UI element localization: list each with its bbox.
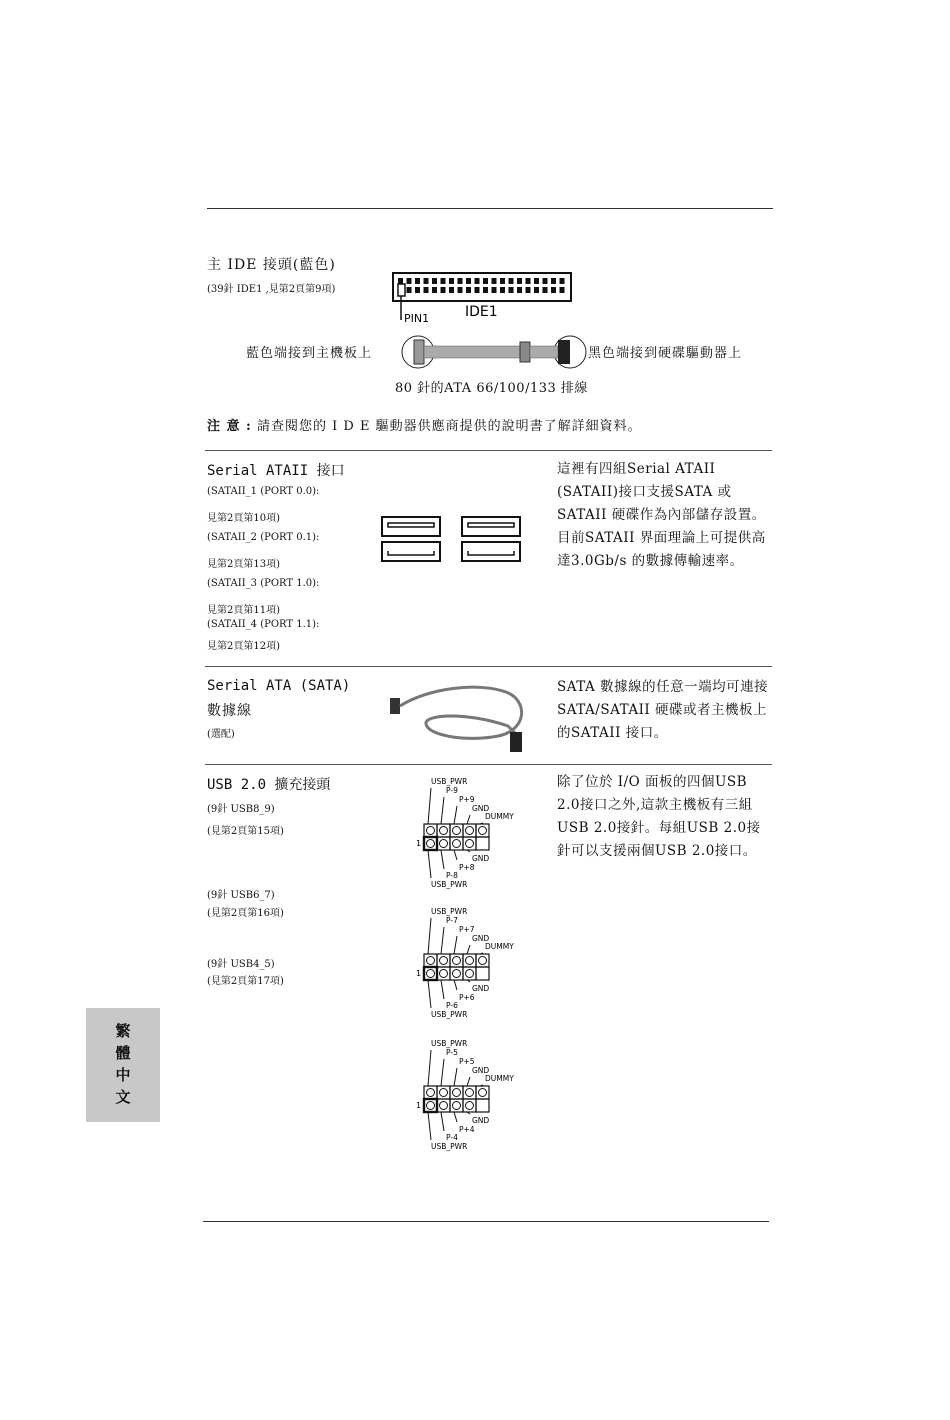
separator-3 xyxy=(205,764,772,765)
usb-header-2-ref: (見第2頁第16項) xyxy=(207,908,284,919)
usb-pin-cell xyxy=(424,954,437,967)
ide-pin xyxy=(449,278,454,284)
usb-gnd-label-top: GND xyxy=(472,1066,490,1075)
usb-pwr-label-top: USB_PWR xyxy=(431,907,468,916)
usb-pin xyxy=(440,840,448,848)
usb-pin-cell xyxy=(424,1086,437,1099)
sataii-port-1-ref: 見第2頁第10項) xyxy=(207,513,280,524)
usb-pin-cell xyxy=(437,967,450,980)
sata-cable-image xyxy=(388,678,538,758)
usb-header-1-ref: (見第2頁第15項) xyxy=(207,826,284,837)
side-tab-char-2: 體 xyxy=(115,1044,131,1062)
usb-gnd-label-top: GND xyxy=(472,934,490,943)
ide-pin xyxy=(458,287,463,293)
ide-pin xyxy=(475,278,480,284)
usb-pin xyxy=(453,1102,461,1110)
usb-pin-cell xyxy=(463,954,476,967)
usb-pin-cell xyxy=(463,824,476,837)
ide-pin xyxy=(551,287,556,293)
usb-pin-cell xyxy=(476,1099,489,1112)
usb-dummy-label: DUMMY xyxy=(485,942,514,951)
sataii-connector-1 xyxy=(382,517,440,536)
usb-pin-cell xyxy=(476,824,489,837)
usb-gnd-label-bottom: GND xyxy=(472,984,490,993)
usb-pin-cell xyxy=(476,967,489,980)
usb-pin-label-pa: P-5 xyxy=(446,1048,458,1057)
ide-pin xyxy=(526,278,531,284)
side-tab-char-1: 繁 xyxy=(115,1022,131,1040)
usb-pin xyxy=(466,840,474,848)
usb-pin-label-pc: P+4 xyxy=(459,1125,475,1134)
usb-pin1-marker xyxy=(424,1099,437,1112)
ide-pin1-marker xyxy=(398,284,405,296)
usb-pin xyxy=(466,1089,474,1097)
ide-pin xyxy=(500,278,505,284)
usb-pin xyxy=(466,1102,474,1110)
usb-gnd-label-bottom: GND xyxy=(472,854,490,863)
usb-pin-cell xyxy=(450,954,463,967)
sataii-description: 這裡有四組Serial ATAII (SATAII)接口支援SATA 或 SATAII 硬碟作為內部儲存設置。目前SATAII 界面理論上可提供高達3.0Gb/s 的數據傳輸速率。 xyxy=(557,461,766,569)
usb-pin xyxy=(453,827,461,835)
ide-connector-label: IDE1 xyxy=(465,304,498,320)
sataii-title: Serial ATAII 接口 xyxy=(207,463,345,479)
bottom-rule xyxy=(203,1221,769,1222)
ide-pin xyxy=(534,287,539,293)
usb-pin-label-pc: P+8 xyxy=(459,863,475,872)
ide-cable-caption: 80 針的ATA 66/100/133 排線 xyxy=(395,381,588,396)
ide-pin xyxy=(534,278,539,284)
usb-pin xyxy=(427,827,435,835)
usb-pin xyxy=(466,970,474,978)
ide-pin xyxy=(483,278,488,284)
usb-pin-label-pb: P+5 xyxy=(459,1057,475,1066)
ide-pin xyxy=(526,287,531,293)
sata-cable-description: SATA 數據線的任意一端均可連接SATA/SATAII 硬碟或者主機板上的SATAII 接口。 xyxy=(557,679,769,741)
usb-title: USB 2.0 擴充接頭 xyxy=(207,777,331,793)
side-tab-char-4: 文 xyxy=(115,1088,131,1106)
usb-header-diagram-1 xyxy=(414,774,534,894)
usb-pwr-label-bottom: USB_PWR xyxy=(431,880,468,889)
separator-2 xyxy=(205,666,772,667)
top-rule xyxy=(207,208,773,209)
ide-pin xyxy=(543,278,548,284)
ide-blue-end-label: 藍色端接到主機板上 xyxy=(246,346,373,361)
usb-pin xyxy=(440,957,448,965)
usb-pin xyxy=(453,840,461,848)
usb-pin1-label: 1 xyxy=(416,1101,422,1110)
usb-pin-cell xyxy=(437,1099,450,1112)
usb-pin1-marker xyxy=(424,967,437,980)
ide-pin xyxy=(449,287,454,293)
usb-pin xyxy=(479,827,487,835)
usb-description: 除了位於 I/O 面板的四個USB 2.0接口之外,這款主機板有三組USB 2.0接針。每組USB 2.0接針可以支援兩個USB 2.0接口。 xyxy=(557,774,761,859)
usb-header-diagram-2 xyxy=(414,904,534,1028)
usb-pin-label-pd: P-8 xyxy=(446,871,458,880)
usb-pin xyxy=(479,1089,487,1097)
usb-pin-cell xyxy=(450,1086,463,1099)
usb-pin-cell xyxy=(463,967,476,980)
ide-pin xyxy=(475,287,480,293)
separator-1 xyxy=(205,450,772,451)
usb-pin xyxy=(427,957,435,965)
usb-gnd-label-top: GND xyxy=(472,804,490,813)
ide-pin xyxy=(424,278,429,284)
sataii-port-3-ref: 見第2頁第11項) xyxy=(207,605,280,616)
ide-pin xyxy=(407,287,412,293)
usb-pwr-label-bottom: USB_PWR xyxy=(431,1010,468,1019)
usb-pin-cell xyxy=(476,1086,489,1099)
ide-pin xyxy=(441,278,446,284)
usb-header-diagram-3 xyxy=(414,1036,534,1160)
ide-pin xyxy=(517,278,522,284)
usb-pin xyxy=(440,1102,448,1110)
ide-pin xyxy=(432,278,437,284)
usb-dummy-label: DUMMY xyxy=(485,1074,514,1083)
usb-pin-label-pc: P+6 xyxy=(459,993,475,1002)
sataii-port-3-name: (SATAII_3 (PORT 1.0): xyxy=(207,578,320,589)
usb-pin xyxy=(440,970,448,978)
usb-pin-cell xyxy=(424,837,437,850)
usb-pin-label-pd: P-4 xyxy=(446,1133,458,1142)
usb-pin xyxy=(466,827,474,835)
usb-pin1-label: 1 xyxy=(416,839,422,848)
usb-pin xyxy=(427,1089,435,1097)
ide-pin xyxy=(509,287,514,293)
sataii-port-2-ref: 見第2頁第13項) xyxy=(207,559,280,570)
ide-pin xyxy=(466,287,471,293)
ide-pin-rows xyxy=(398,278,565,293)
usb-pin-cell xyxy=(437,1086,450,1099)
ide-pin xyxy=(415,278,420,284)
usb-pin xyxy=(440,827,448,835)
usb-pin-label-pb: P+9 xyxy=(459,795,475,804)
usb-pin-cell xyxy=(424,967,437,980)
usb-pwr-label-bottom: USB_PWR xyxy=(431,1142,468,1151)
sata-cable-title-1: Serial ATA (SATA) xyxy=(207,678,351,694)
ide-pin xyxy=(543,287,548,293)
ide-pin xyxy=(398,278,403,284)
sataii-port-2-name: (SATAII_2 (PORT 0.1): xyxy=(207,532,320,543)
sataii-connectors-diagram xyxy=(380,514,525,566)
usb-header-2-name: (9針 USB6_7) xyxy=(207,890,275,901)
ide-connector-diagram xyxy=(390,270,580,328)
side-tab-char-3: 中 xyxy=(115,1066,131,1084)
ide-pin xyxy=(517,287,522,293)
note-prefix: 注 意 : xyxy=(207,419,252,434)
usb-pin-cell xyxy=(450,837,463,850)
usb-pin xyxy=(453,970,461,978)
usb-pin-cell xyxy=(450,1099,463,1112)
usb-pin-label-pd: P-6 xyxy=(446,1001,458,1010)
note-text: 請查閱您的 I D E 驅動器供應商提供的說明書了解詳細資料。 xyxy=(257,419,642,434)
usb-pin-cell xyxy=(463,1099,476,1112)
ide-pin xyxy=(458,278,463,284)
sata-cable-optional: (選配) xyxy=(207,729,235,740)
usb-pin xyxy=(453,957,461,965)
usb-pin-cell xyxy=(450,824,463,837)
usb-header-3-name: (9針 USB4_5) xyxy=(207,959,275,970)
ide-pin xyxy=(560,287,565,293)
ide-black-end-label: 黑色端接到硬碟驅動器上 xyxy=(588,346,743,361)
usb-header-1-name: (9針 USB8_9) xyxy=(207,804,275,815)
usb-dummy-label: DUMMY xyxy=(485,812,514,821)
usb-pin-label-pa: P-9 xyxy=(446,786,458,795)
ide-pin xyxy=(407,278,412,284)
usb-pin-cell xyxy=(424,824,437,837)
usb-pwr-label-top: USB_PWR xyxy=(431,1039,468,1048)
ide-pin xyxy=(441,287,446,293)
usb-pin xyxy=(427,970,435,978)
ide-pin xyxy=(509,278,514,284)
ide-ribbon-cable xyxy=(398,334,588,370)
sataii-connector-3 xyxy=(382,542,440,561)
usb-pin xyxy=(427,1102,435,1110)
usb-pin-cell xyxy=(463,837,476,850)
sataii-port-4-name: (SATAII_4 (PORT 1.1): xyxy=(207,619,320,630)
ide-pin-label: PIN1 xyxy=(404,312,430,325)
usb-header-3-ref: (見第2頁第17項) xyxy=(207,976,284,987)
usb-pin xyxy=(440,1089,448,1097)
ide-subtitle: (39針 IDE1 ,見第2頁第9項) xyxy=(207,284,336,295)
usb-pin-cell xyxy=(476,954,489,967)
usb-pin-cell xyxy=(437,837,450,850)
usb-pin-cell xyxy=(437,824,450,837)
usb-pin-cell xyxy=(476,837,489,850)
ide-pin xyxy=(432,287,437,293)
usb-pin-label-pb: P+7 xyxy=(459,925,475,934)
ide-pin xyxy=(492,287,497,293)
usb-pin-cell xyxy=(424,1099,437,1112)
note-line xyxy=(207,415,642,434)
usb-pin xyxy=(479,957,487,965)
ide-pin xyxy=(424,287,429,293)
ide-pin xyxy=(500,287,505,293)
ide-pin xyxy=(466,278,471,284)
sataii-port-1-name: (SATAII_1 (PORT 0.0): xyxy=(207,486,320,497)
usb-pin xyxy=(466,957,474,965)
language-side-tab xyxy=(86,1008,160,1122)
usb-pin-cell xyxy=(463,1086,476,1099)
ide-title: 主 IDE 接頭(藍色) xyxy=(207,257,336,273)
ide-pin xyxy=(492,278,497,284)
usb-pin1-marker xyxy=(424,837,437,850)
usb-pin-cell xyxy=(437,954,450,967)
usb-pwr-label-top: USB_PWR xyxy=(431,777,468,786)
usb-pin-cell xyxy=(450,967,463,980)
sataii-connector-4 xyxy=(462,542,520,561)
ide-pin xyxy=(415,287,420,293)
usb-gnd-label-bottom: GND xyxy=(472,1116,490,1125)
sataii-port-4-ref: 見第2頁第12項) xyxy=(207,641,280,652)
usb-pin xyxy=(427,840,435,848)
usb-pin xyxy=(453,1089,461,1097)
usb-pin-label-pa: P-7 xyxy=(446,916,458,925)
sata-cable-title-2: 數據線 xyxy=(207,703,252,719)
usb-pin1-label: 1 xyxy=(416,969,422,978)
ide-pin xyxy=(483,287,488,293)
sataii-connector-2 xyxy=(462,517,520,536)
ide-pin xyxy=(560,278,565,284)
ide-pin xyxy=(551,278,556,284)
